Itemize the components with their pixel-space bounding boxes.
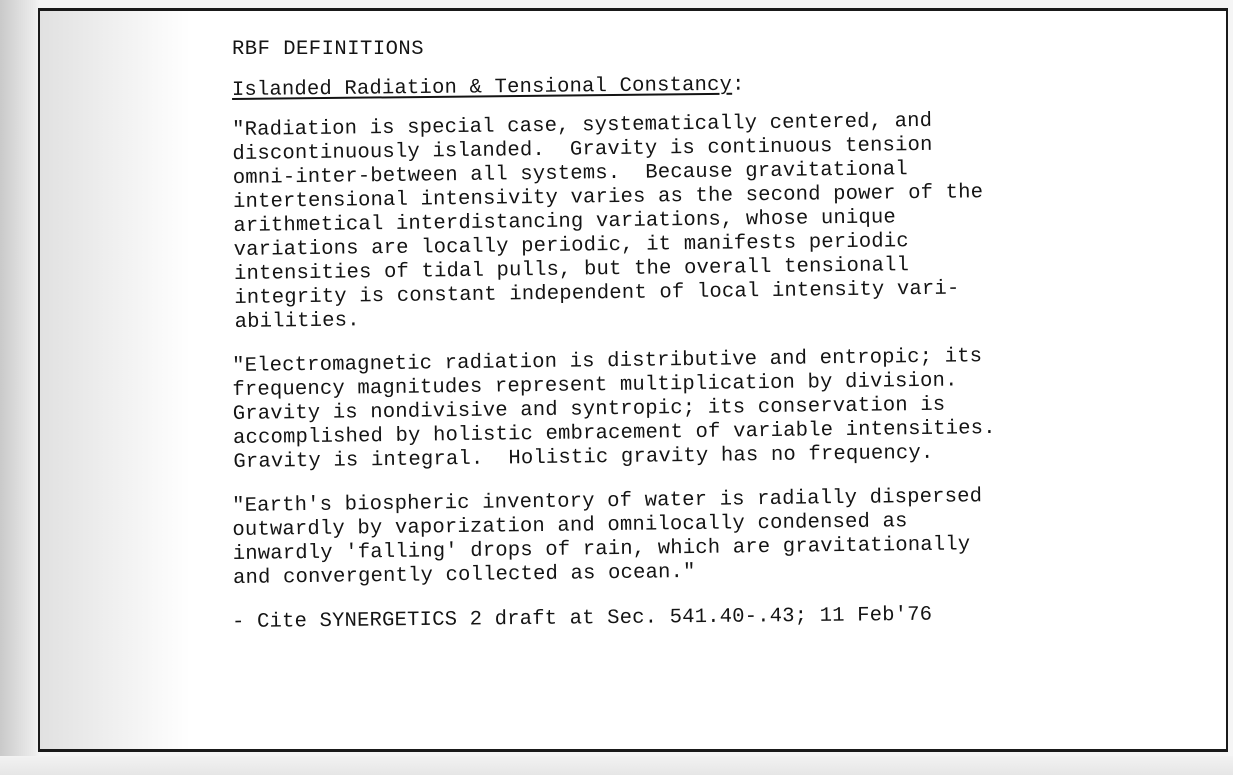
card-content [232,38,1112,635]
section-title-text: Islanded Radiation & Tensional Constancy [231,73,733,102]
page-bottom-margin [0,756,1233,775]
paragraph-electromagnetic: "Electromagnetic radiation is distributive and entropic; its frequency magnitudes represent multiplication by division. Gravity is nondivisive and syntropic; its conservation is accomplished by holistic embracement of variable intensities. Gravity is integral. Holistic gravity has no frequency. [232,345,996,474]
paragraph-radiation: "Radiation is special case, systematically centered, and discontinuously islanded. Gravity is continuous tension omni-inter-between all systems. Because gravitational intertensional intensivity varies as the second power of the arithmetical interdistancing variations, whose unique variations are locally periodic, it manifests periodic intensities of tidal pulls, but the overall tensionall integrity is constant independent of local intensity vari- abilities. [232,109,984,334]
section-title-colon: : [731,73,745,97]
scan-shadow [40,11,190,749]
section-title [232,70,1112,103]
document-header: RBF DEFINITIONS [232,38,425,61]
citation: - Cite SYNERGETICS 2 draft at Sec. 541.40-.43; 11 Feb'76 [232,603,933,634]
paragraph-earth-water: "Earth's biospheric inventory of water is radially dispersed outwardly by vaporization and omnilocally condensed as inwardly 'falling' drops of rain, which are gravitationally and convergently collected as ocean." [232,485,983,590]
